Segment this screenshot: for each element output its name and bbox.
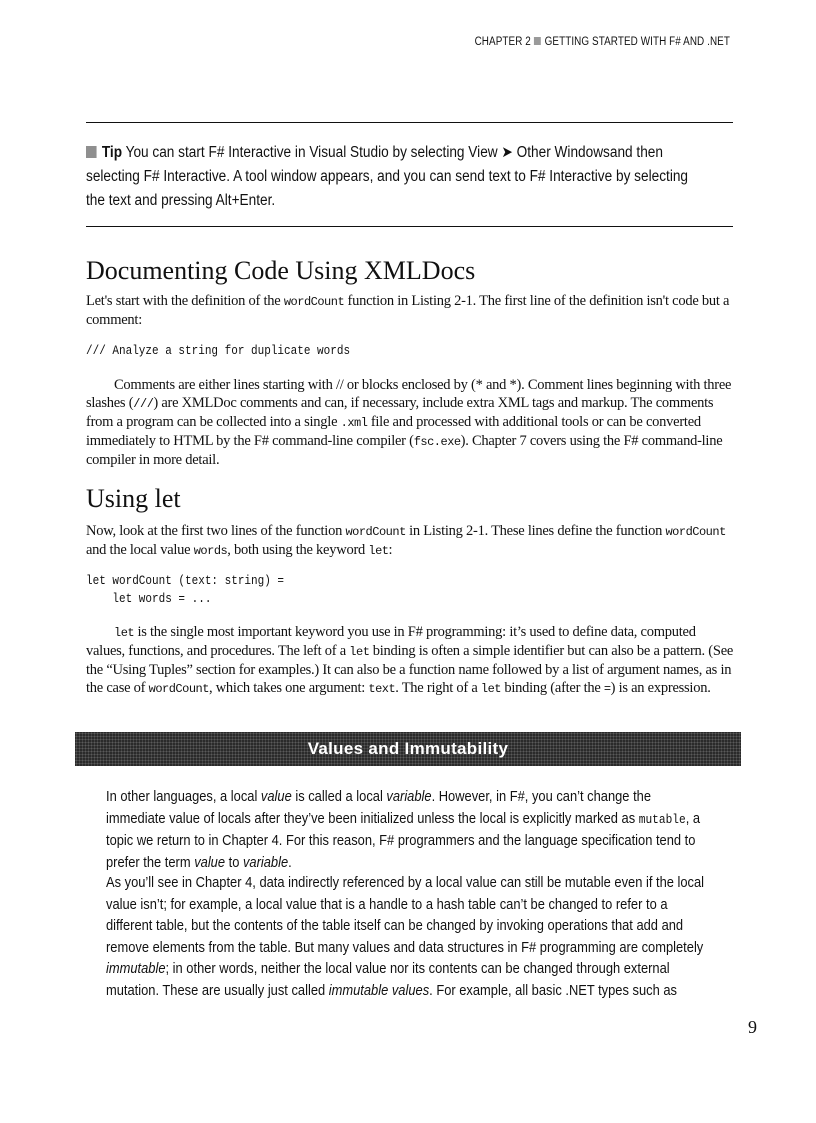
chapter-label: CHAPTER 2 <box>474 36 531 48</box>
running-header <box>475 36 730 48</box>
paragraph: let is the single most important keyword you use in F# programming: it’s used to define data, computed values, functions, and procedures. The left of a let binding is often a simple identifier but can also be a pattern. (See the “Using Tuples” section for examples.) It can also be a function name followed by a list of argument names, as in the case of wordCount, which takes one argument: text. The right of a let binding (after the =) is an expression. <box>86 624 734 696</box>
tip-bottom-rule <box>86 226 733 227</box>
sidebar-paragraph: As you’ll see in Chapter 4, data indirectly referenced by a local value can still be mutable even if the local value isn’t; for example, a local value that is a handle to a hash table can’t be changed to refer to a different table, but the contents of the table itself can be changed by invoking operations that add and remove elements from the table. But many values and data structures in F# programming are completely immutable; in other words, neither the local value nor its contents can be changed through external mutation. These are usually just called immutable values. For example, all basic .NET types such as <box>106 874 705 999</box>
tip-text-1: You can start F# Interactive in Visual Studio by selecting View <box>122 144 502 161</box>
code-listing-comment: /// Analyze a string for duplicate words <box>86 344 351 358</box>
tip-top-rule <box>86 122 733 123</box>
section-heading-xmldocs: Documenting Code Using XMLDocs <box>86 256 476 285</box>
paragraph: Let's start with the definition of the wordCount function in Listing 2-1. The first line of the definition isn't code but a comment: <box>86 293 730 328</box>
sidebar-banner <box>75 732 741 766</box>
menu-arrow-icon: ➤ <box>501 144 513 161</box>
header-separator-square-icon <box>534 37 541 45</box>
section-heading-using-let: Using let <box>86 484 181 513</box>
chapter-title: GETTING STARTED WITH F# AND .NET <box>544 36 730 48</box>
page-number: 9 <box>748 1017 757 1037</box>
tip-box <box>86 141 702 213</box>
paragraph: Now, look at the first two lines of the function wordCount in Listing 2-1. These lines define the function wordCount and the local value words, both using the keyword let: <box>86 523 726 558</box>
paragraph: Comments are either lines starting with // or blocks enclosed by (* and *). Comment lines beginning with three slashes (///) are XMLDoc comments and can, if necessary, include extra XML tags and markup. The comments from a program can be collected into a single .xml file and processed with additional tools or can be converted immediately to HTML by the F# command-line compiler (fsc.exe). Chapter 7 covers using the F# command-line compiler in more detail. <box>86 377 732 468</box>
tip-text-2: Other Windowsand then selecting F# Interactive. A tool window appears, and you can send text to F# Interactive by selecting the text and pressing Alt+Enter. <box>86 144 689 209</box>
code-listing-let: let wordCount (text: string) = let words = ... <box>86 574 285 606</box>
sidebar-title: Values and Immutability <box>307 739 509 758</box>
tip-square-icon <box>86 146 97 158</box>
sidebar-paragraph: In other languages, a local value is called a local variable. However, in F#, you can’t change the immediate value of locals after they’ve been initialized unless the local is explicitly marked as mutable, a topic we return to in Chapter 4. For this reason, F# programmers and the language specification tend to prefer the term value to variable. <box>106 788 701 871</box>
tip-label: Tip <box>101 144 123 161</box>
